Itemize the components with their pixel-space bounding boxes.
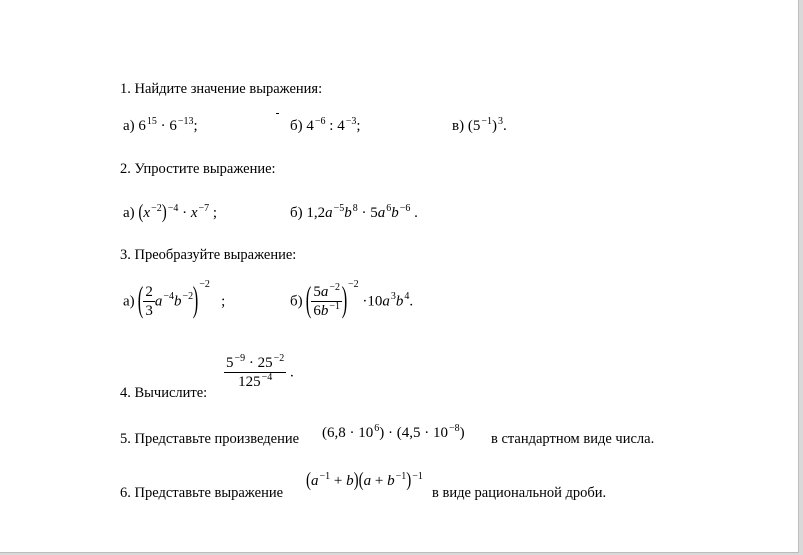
task-5-suffix: в стандартном виде числа. [491, 431, 655, 447]
task-3b-expression: б) ( $\frac{5a^{-2}}{6b^{-1}}$ )$^{-2} \cdot 10a^3b^4$. [290, 279, 414, 320]
task-2a-expression: а) $(x^{-2})^{-4} \cdot x^{-7}$ ; [123, 202, 218, 224]
task-6-expression: $(a^{-1} + b)(a + b^{-1})^{-1}$ [306, 470, 423, 492]
task-2b-expression: б) $1,2a^{-5}b^8 \cdot 5a^6b^{-6}$ . [290, 203, 418, 221]
task-6-suffix: в виде рациональной дроби. [432, 485, 607, 501]
task-5-expression: $(6,8 \cdot 10^6) \cdot (4,5 \cdot 10^{-8})$ [322, 423, 465, 441]
task-1c-label: в) [452, 118, 465, 134]
task-2b-label: б) [290, 205, 303, 221]
task-3a-expression: а) ( $\frac{2}{3}$ $a^{-4}b^{-2})^{-2}$ ; [123, 279, 226, 320]
task-6-title: 6. Представьте выражение [120, 485, 284, 501]
task-3b-label: б) [290, 293, 303, 310]
task-4-title: 4. Вычислите: [120, 385, 208, 401]
task-1c-expression: в) $(5^{-1})^3$. [452, 116, 507, 134]
task-1b-label: б) [290, 118, 303, 134]
task-1b-expression: б) $4^{-6}$ : $4^{-3}$; [290, 116, 361, 134]
task-2-title: 2. Упростите выражение: [120, 161, 276, 177]
task-2a-label: а) [123, 205, 135, 221]
task-1a-expression: а) $6^{15} \cdot 6^{-13}$; [123, 116, 198, 134]
task-1a-label: а) [123, 118, 135, 134]
task-1-title: 1. Найдите значение выражения: [120, 81, 323, 97]
stray-mark [276, 113, 279, 114]
task-5-title: 5. Представьте произведение [120, 431, 300, 447]
task-3-title: 3. Преобразуйте выражение: [120, 247, 297, 263]
task-3a-label: а) [123, 293, 135, 310]
task-4-expression: $\frac{5^{-9} \cdot 25^{-2}}{125^{-4}}$ . [226, 353, 294, 390]
